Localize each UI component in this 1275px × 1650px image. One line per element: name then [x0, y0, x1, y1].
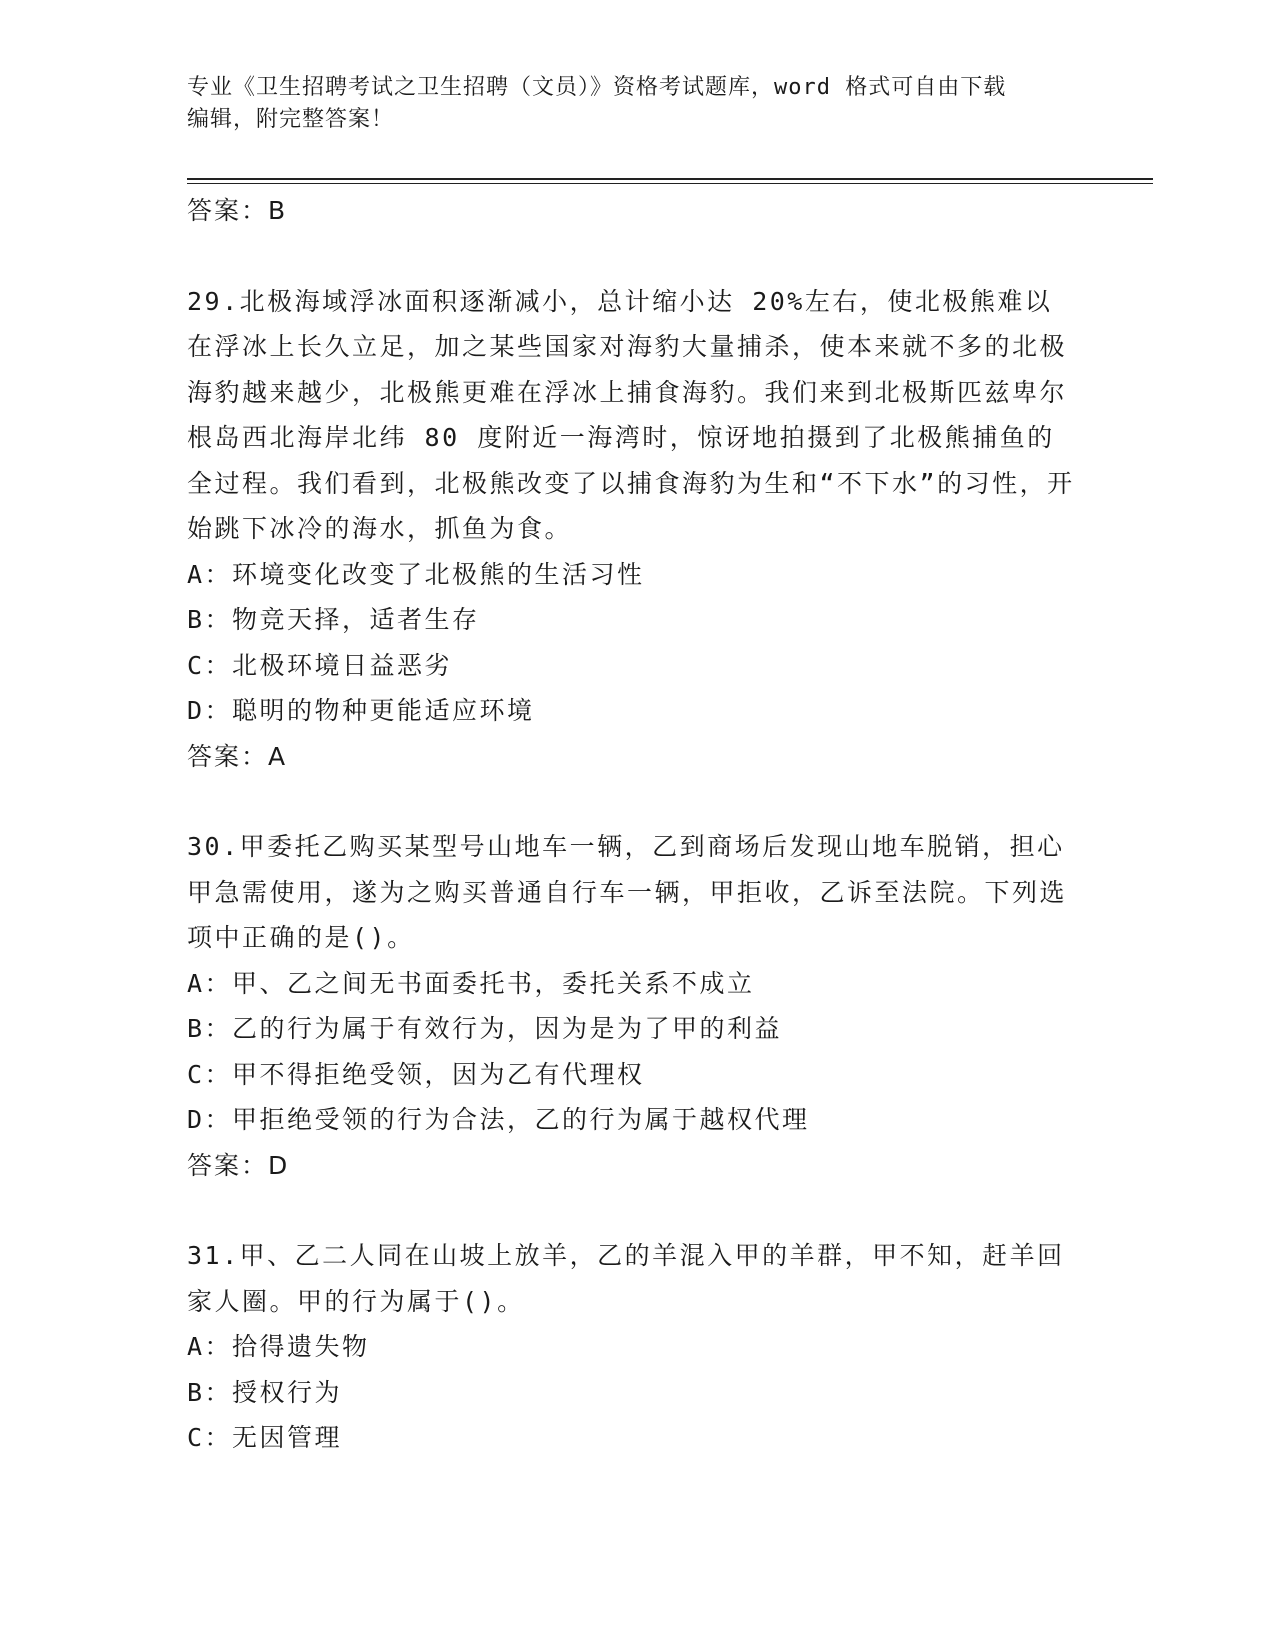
answer-previous: 答案：B [187, 196, 288, 225]
header-line-1: 专业《卫生招聘考试之卫生招聘（文员）》资格考试题库，word 格式可自由下载 [187, 75, 1007, 100]
page-header [187, 72, 1087, 136]
question-text: 31.甲、乙二人同在山坡上放羊，乙的羊混入甲的羊群，甲不知，赶羊回家人圈。甲的行为属于()。 [187, 1241, 1065, 1316]
option-c: C：北极环境日益恶劣 [187, 650, 453, 680]
answer-30: 答案：D [187, 1150, 290, 1180]
option-a: A：拾得遗失物 [187, 1332, 370, 1361]
header-rule-thick [187, 178, 1153, 180]
option-a: A：环境变化改变了北极熊的生活习性 [187, 559, 645, 589]
document-body [187, 188, 1077, 1461]
spacer [187, 1188, 1077, 1233]
question-text: 29.北极海域浮冰面积逐渐减小，总计缩小达 20%左右，使北极熊难以在浮冰上长久立足，加之某些国家对海豹大量捕杀，使本来就不多的北极海豹越来越少，北极熊更难在浮冰上捕食海豹。我们来到北极斯匹兹卑尔根岛西北海岸北纬 80 度附近一海湾时，惊讶地拍摄到了北极熊捕鱼的全过程。我们看到，北极熊改变了以捕食海豹为生和“不下水”的习性，开始跳下冰冷的海水，抓鱼为食。 [187, 286, 1075, 543]
header-rule-thin [187, 183, 1153, 184]
answer-29: 答案：A [187, 741, 288, 771]
option-c: C：无因管理 [187, 1423, 343, 1452]
option-d: D：聪明的物种更能适应环境 [187, 696, 535, 725]
option-c: C：甲不得拒绝受领，因为乙有代理权 [187, 1059, 645, 1089]
option-a: A：甲、乙之间无书面委托书，委托关系不成立 [187, 968, 755, 998]
option-b: B：授权行为 [187, 1377, 343, 1407]
spacer [187, 779, 1077, 824]
question-30 [187, 824, 1077, 1188]
spacer [187, 234, 1077, 279]
option-b: B：物竞天择，适者生存 [187, 605, 480, 634]
option-d: D：甲拒绝受领的行为合法，乙的行为属于越权代理 [187, 1105, 810, 1134]
question-31 [187, 1233, 1077, 1461]
option-b: B：乙的行为属于有效行为，因为是为了甲的利益 [187, 1014, 783, 1043]
question-text: 30.甲委托乙购买某型号山地车一辆，乙到商场后发现山地车脱销，担心甲急需使用，遂为之购买普通自行车一辆，甲拒收，乙诉至法院。下列选项中正确的是()。 [187, 832, 1068, 952]
question-29 [187, 279, 1077, 780]
header-line-2: 编辑，附完整答案！ [187, 107, 395, 132]
